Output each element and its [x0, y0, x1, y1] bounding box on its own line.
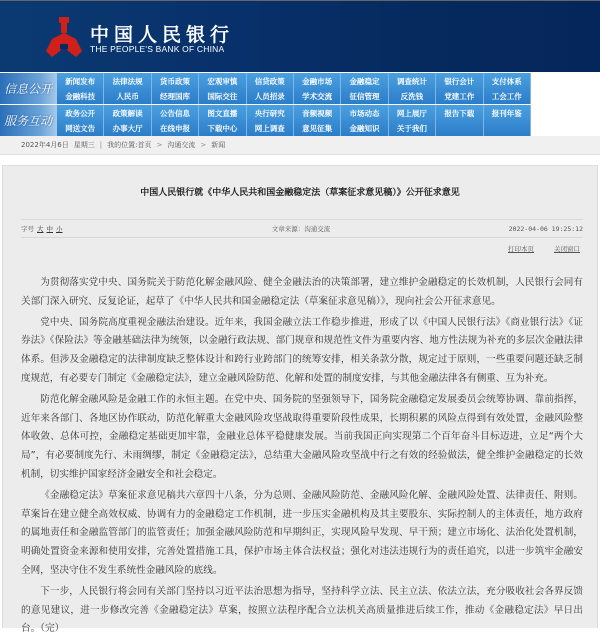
chevron-right-icon: > [200, 141, 207, 149]
nav-item[interactable]: 金融市场 [294, 73, 341, 89]
nav-item[interactable]: 报告下载 [436, 105, 483, 121]
nav-item[interactable]: 办事大厅 [104, 121, 151, 136]
nav-item[interactable]: 反洗钱 [389, 89, 436, 104]
nav-item[interactable]: 银行会计 [436, 73, 483, 89]
nav-item[interactable]: 人员招录 [247, 89, 294, 104]
article-title: 中国人民银行就《中华人民共和国金融稳定法（草案征求意见稿）》公开征求意见 [140, 188, 460, 198]
nav-item[interactable]: 网上调查 [247, 121, 294, 136]
breadcrumb-communication[interactable]: 沟通交流 [167, 141, 196, 149]
nav-item[interactable]: 市场动态 [341, 105, 388, 121]
nav-band [0, 104, 600, 136]
nav-band-label: 服务互动 [0, 105, 57, 136]
nav-item[interactable]: 信贷政策 [247, 73, 294, 89]
font-size-small[interactable]: 小 [56, 225, 63, 233]
nav-item[interactable]: 工会工作 [484, 89, 531, 104]
chevron-right-icon: > [156, 141, 163, 149]
breadcrumb-news[interactable]: 新闻 [211, 141, 226, 149]
breadcrumb [0, 136, 600, 155]
nav-band [0, 72, 600, 104]
nav-item[interactable]: 政务公开 [57, 105, 104, 121]
nav-item[interactable]: 报刊年鉴 [484, 105, 531, 121]
article-container [2, 165, 598, 635]
article-datetime: 2022-04-06 19:25:12 [508, 224, 583, 233]
close-window-link[interactable]: 关闭窗口 [554, 245, 580, 253]
nav-item[interactable]: 经理国库 [152, 89, 199, 104]
nav-item[interactable]: 网送文告 [57, 121, 104, 136]
font-size-medium[interactable]: 中 [46, 225, 53, 233]
nav-item[interactable]: 网上展厅 [389, 105, 436, 121]
pboc-logo [44, 17, 84, 59]
nav-item[interactable]: 下载中心 [199, 121, 246, 136]
nav-item[interactable]: 音频视频 [294, 105, 341, 121]
nav-item[interactable]: 意见征集 [294, 121, 341, 136]
paragraph: 《金融稳定法》草案征求意见稿共六章四十八条，分为总则、金融风险防范、金融风险化解、金融风险处置、法律责任、附则。草案旨在建立健全高效权威、协调有力的金融稳定工作机制，进一步压实金融机构及其主要股东、实际控制人的主体责任，地方政府的属地责任和金融监管部门的监管责任；加强金融风险防范和早期纠正，实现风险早发现、早干预；建立市场化、法治化处置机制，明确处置资金来源和使用安排，完善处置措施工具，保护市场主体合法权益；强化对违法违规行为的责任追究，以进一步筑牢金融安全网，坚决守住不发生系统性金融风险的底线。 [21, 489, 583, 576]
nav-item[interactable]: 央行研究 [247, 105, 294, 121]
paragraph: 党中央、国务院高度重视金融法治建设。近年来，我国金融立法工作稳步推进，形成了以《中国人民银行法》《商业银行法》《证券法》《保险法》等金融基础法律为统领，以金融行政法规、部门规章和规范性文件为重要内容、地方性法规为补充的多层次金融法律体系。但涉及金融稳定的法律制度缺乏整体设计和跨行业跨部门的统筹安排，相关条款分散，规定过于原则，一些重要问题还缺乏制度规范，有必要专门制定《金融稳定法》，建立金融风险防范、化解和处置的制度安排，与其他金融法律各有侧重、互为补充。 [21, 316, 583, 384]
divider: | [99, 141, 103, 149]
font-size-label: 字号 [21, 225, 34, 233]
nav-item[interactable]: 国际交往 [199, 89, 246, 104]
article-meta [21, 219, 583, 238]
nav-item[interactable]: 金融知识 [341, 121, 388, 136]
nav-item[interactable]: 新闻发布 [57, 73, 104, 89]
nav-item[interactable]: 法律法规 [104, 73, 151, 89]
main-nav [0, 72, 600, 136]
location-label: 我的位置: [107, 141, 138, 149]
paragraph: 下一步，人民银行将会同有关部门坚持以习近平法治思想为指导，坚持科学立法、民主立法、依法立法，充分吸收社会各界反馈的意见建议，进一步修改完善《金融稳定法》草案，按照立法程序配合立法机关高质量推进后续工作，推动《金融稳定法》早日出台。（完） [21, 585, 583, 635]
nav-item[interactable]: 支付体系 [484, 73, 531, 89]
nav-item[interactable]: 金融科技 [57, 89, 104, 104]
nav-item[interactable]: 金融稳定 [341, 73, 388, 89]
current-weekday: 星期三 [73, 141, 95, 149]
bank-name-cn: 中国人民银行 [90, 24, 235, 46]
article-tools [508, 244, 580, 253]
nav-grid [57, 73, 531, 104]
article-source: 文章来源：沟通交流 [271, 225, 331, 233]
nav-item [484, 121, 531, 136]
current-date: 2022年4月6日 [21, 141, 69, 149]
nav-item[interactable]: 图文直播 [199, 105, 246, 121]
nav-band-label: 信息公开 [0, 73, 57, 104]
nav-item [436, 121, 483, 136]
nav-item[interactable]: 征信管理 [341, 89, 388, 104]
nav-item[interactable]: 公告信息 [152, 105, 199, 121]
print-page-link[interactable]: 打印本页 [508, 245, 534, 253]
breadcrumb-home[interactable]: 首页 [137, 141, 152, 149]
nav-item[interactable]: 货币政策 [152, 73, 199, 89]
nav-item[interactable]: 关于我们 [389, 121, 436, 136]
nav-grid [57, 105, 531, 136]
font-size-control [21, 224, 63, 233]
nav-item[interactable]: 学术交流 [294, 89, 341, 104]
nav-item[interactable]: 调查统计 [389, 73, 436, 89]
nav-item[interactable]: 人民币 [104, 89, 151, 104]
paragraph: 为贯彻落实党中央、国务院关于防范化解金融风险、健全金融法治的决策部署，建立维护金融稳定的长效机制，人民银行会同有关部门深入研究、反复论证，起草了《中华人民共和国金融稳定法（草案征求意见稿）》，现向社会公开征求意见。 [21, 277, 583, 307]
paragraph: 防范化解金融风险是金融工作的永恒主题。在党中央、国务院的坚强领导下，国务院金融稳定发展委员会统筹协调、靠前指挥，近年来各部门、各地区协作联动，防范化解重大金融风险攻坚战取得重要阶段性成果，长期积累的风险点得到有效处置，金融风险整体收敛、总体可控，金融稳定基础更加牢靠，金融业总体平稳健康发展。当前我国正向实现第二个百年奋斗目标迈进，立足“两个大局”，有必要制度先行、未雨绸缪，制定《金融稳定法》，总结重大金融风险攻坚战中行之有效的经验做法，健全维护金融稳定的长效机制，切实维护国家经济金融安全和社会稳定。 [21, 393, 583, 480]
article-body [21, 274, 583, 641]
nav-item[interactable]: 政策解读 [104, 105, 151, 121]
nav-item[interactable]: 宏观审慎 [199, 73, 246, 89]
site-header [0, 0, 600, 72]
font-size-large[interactable]: 大 [37, 225, 44, 233]
nav-item[interactable]: 在线申报 [152, 121, 199, 136]
nav-item[interactable]: 党建工作 [436, 89, 483, 104]
bank-name-en: THE PEOPLE'S BANK OF CHINA [90, 44, 225, 54]
